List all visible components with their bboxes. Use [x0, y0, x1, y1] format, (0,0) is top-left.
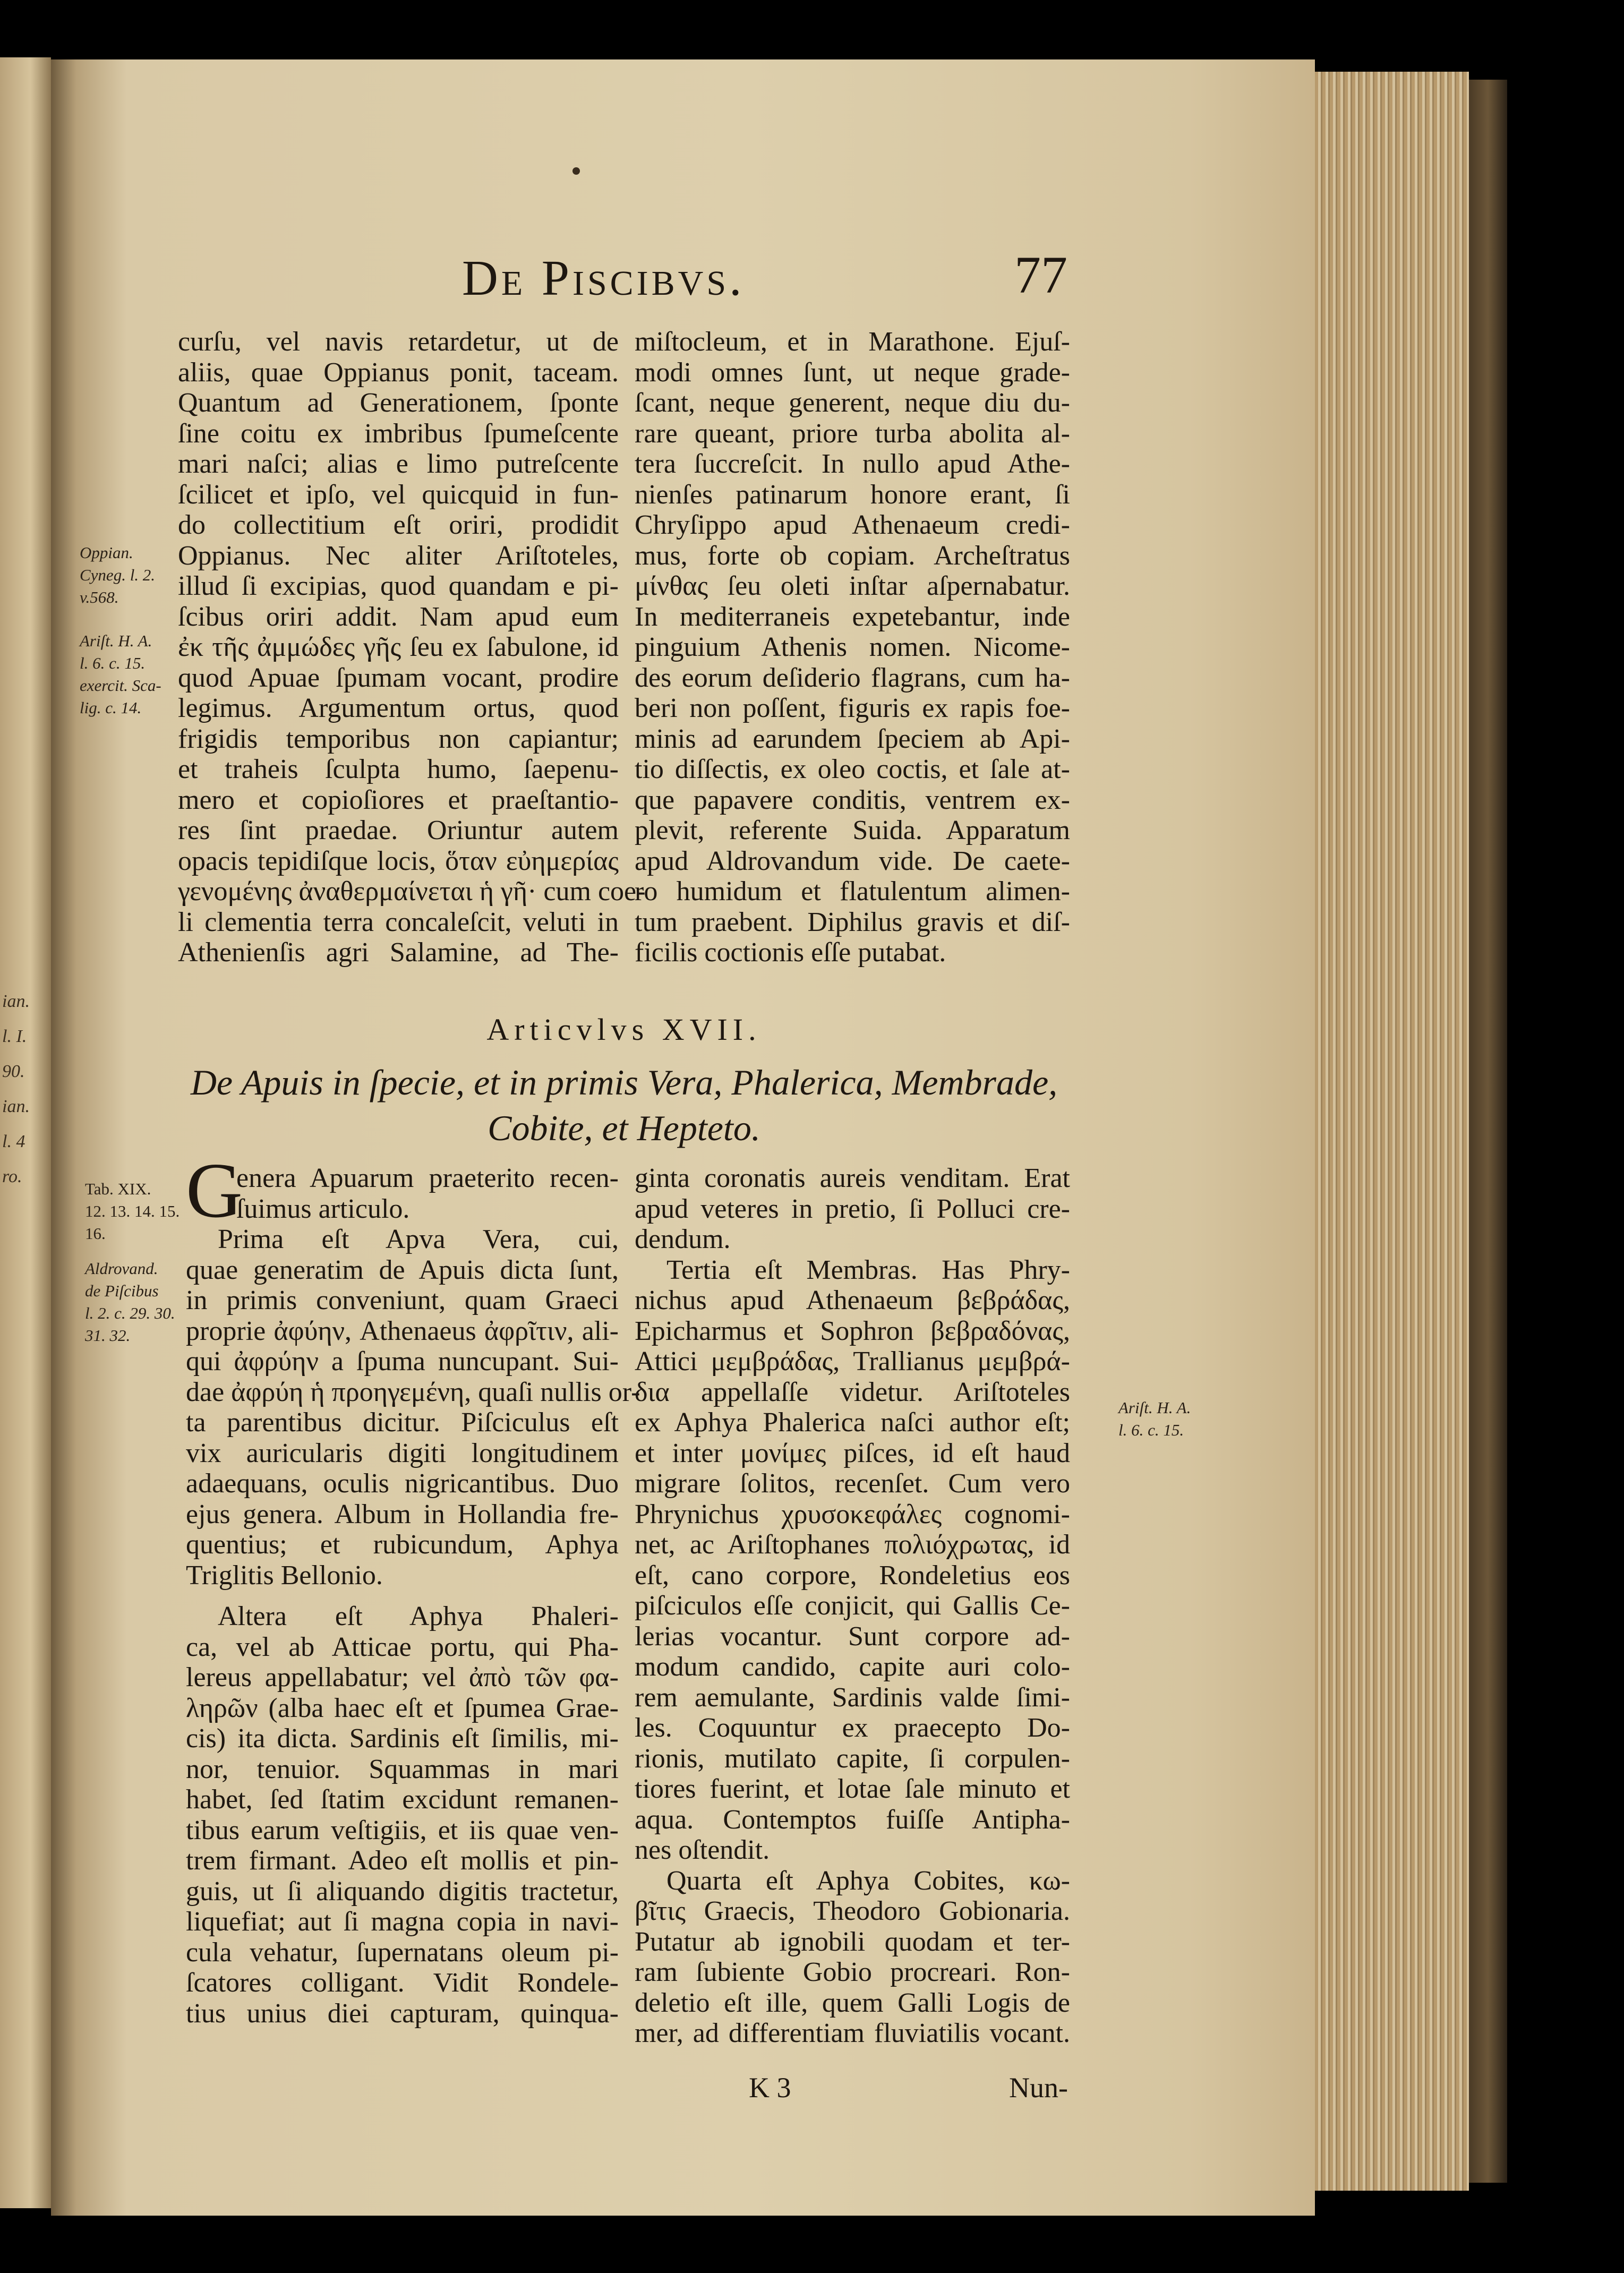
ornament-dot [572, 167, 580, 175]
text-column-3: enera Apuarum praeterito recen- ſuimus articulo. Prima eſt Apva Vera, cui, quae generatim de Apuis dicta ſunt, in primis conveniunt, quam Graeci proprie ἀφύην, Athenaeus ἀφρῖτιν, ali- qui ἀφρύην a ſpuma nuncupant. Sui- dae ἀφρύη ἡ προηγεμένη, quaſi nullis or- ta parentibus dicitur. Piſciculus eſt vix auricularis digiti longitudinem adaequans, oculis nigricantibus. Duo ejus genera. Album in Hollandia fre- quentius; et rubicundum, Aphya Triglitis Bellonio. Altera eſt Aphya Phaleri- ca, vel ab Atticae portu, qui Pha- lereus appellabatur; vel ἀπὸ τῶν φα- ληρῶν (alba haec eſt et ſpumea Grae- cis) ita dicta. Sardinis eſt ſimilis, mi- nor, tenuior. Squammas in mari habet, ſed ſtatim excidunt remanen- tibus earum veſtigiis, et iis quae ven- trem firmant. Adeo eſt mollis et pin- guis, ut ſi aliquando digitis tractetur, liquefiat; aut ſi magna copia in navi- cula vehatur, ſupernatans oleum pi- ſcatores colligant. Vidit Rondele- tius unius diei capturam, quinqua- [186, 1163, 640, 2029]
article-title: De Apuis in ſpecie, et in primis Vera, Phalerica, Membrade, Cobite, et Hepteto. [190, 1062, 1058, 1148]
book-cover-edge [1469, 80, 1507, 2183]
drop-cap: G [186, 1147, 243, 1234]
text-column-1: curſu, vel navis retardetur, ut de aliis, quae Oppianus ponit, taceam. Quantum ad Generationem, ſponte ſine coitu ex imbribus ſpumeſcente mari naſci; alias e limo putreſcente ſcilicet et ipſo, vel quicquid in fun- do collectitium eſt oriri, prodidit Oppianus. Nec aliter Ariſtoteles, illud ſi excipias, quod quandam e pi- ſcibus oriri addit. Nam apud eum ἐκ τῆς ἀμμώδες γῆς ſeu ex ſabulone, id quod Apuae ſpumam vocant, prodire legimus. Argumentum ortus, quod frigidis temporibus non capiantur; et traheis ſculpta humo, ſaepenu- mero et copioſiores et praeſtantio- res ſint praedae. Oriuntur autem opacis tepidiſque locis, ὅταν εὐημερίας γενομένης ἀναθερμαίνεται ἡ γῆ· cum coe- li clementia terra concaleſcit, veluti in Athenienſis agri Salamine, ad The- [178, 327, 646, 968]
page-edges [1315, 72, 1469, 2191]
text-column-4: ginta coronatis aureis venditam. Erat apud veteres in pretio, ſi Polluci cre- dendum. Tertia eſt Membras. Has Phry- nichus apud Athenaeum βεβράδας, Epicharmus et Sophron βεβραδόνας, Attici μεμβράδας, Trallianus μεμβρά- δια appellaſſe videtur. Ariſtoteles ex Aphya Phalerica naſci author eſt; et inter μονίμες piſces, id eſt haud migrare ſolitos, recenſet. Cum vero Phrynichus χρυσοκεφάλες cognomi- net, ac Ariſtophanes πολιόχρωτας, id eſt, cano corpore, Rondeletius eos piſciculos eſſe conjicit, qui Gallis Ce- lerias vocantur. Sunt corpore ad- modum candido, capite auri colo- rem aemulante, Sardinis valde ſimi- les. Coquuntur ex praecepto Do- rionis, mutilato capite, ſi corpulen- tiores fuerint, et lotae ſale minuto et aqua. Contemptos fuiſſe Antipha- nes oſtendit. Quarta eſt Aphya Cobites, κω- βῖτις Graecis, Theodoro Gobionaria. Putatur ab ignobili quodam et ter- ram ſubiente Gobio procreari. Ron- deletio eſt ille, quem Galli Logis de mer, ad differentiam fluviatilis vocant. [635, 1163, 1070, 2048]
margin-note-aristotle-2: Ariſt. H. A. l. 6. c. 15. [1118, 1398, 1191, 1439]
text-column-2: miſtocleum, et in Marathone. Ejuſ- modi omnes ſunt, ut neque grade- ſcant, neque generent, neque diu du- rare queant, priore turba abolita al- tera ſuccreſcit. In nullo apud Athe- nienſes patinarum honore erant, ſi Chryſippo apud Athenaeum credi- mus, forte ob copiam. Archeſtratus μίνθας ſeu oleti inſtar aſpernabatur. In mediterraneis expetebantur, inde pinguium Athenis nomen. Nicome- des eorum deſiderio flagrans, cum ha- beri non poſſent, figuris ex rapis foe- minis ad earundem ſpeciem ab Api- tio diſſectis, ex oleo coctis, et ſale at- que papavere conditis, ventrem ex- plevit, referente Suida. Apparatum apud Aldrovandum vide. De caete- ro humidum et flatulentum alimen- tum praebent. Diphilus gravis et diſ- ficilis coctionis eſſe putabat. [635, 327, 1070, 968]
page-number: 77 [1014, 245, 1067, 304]
running-title: De Piscibvs. [462, 251, 745, 306]
article-heading: Articvlvs XVII. [486, 1012, 762, 1047]
page-header [340, 244, 1067, 313]
left-page-edge [0, 57, 51, 2208]
left-page-margin-notes: ian. l. I. 90. ian. l. 4 ro. [2, 992, 30, 1186]
signature-mark: K 3 [749, 2072, 791, 2104]
margin-note-aldrovand: Aldrovand. de Piſcibus l. 2. c. 29. 30. 31. 32. [85, 1259, 175, 1345]
margin-note-table: Tab. XIX. 12. 13. 14. 15. 16. [85, 1180, 180, 1243]
margin-note-aristotle: Ariſt. H. A. l. 6. c. 15. exercit. Sca- lig. c. 14. [80, 631, 161, 717]
margin-note-oppian: Oppian. Cyneg. l. 2. v.568. [80, 543, 156, 606]
catchword: Nun- [1009, 2072, 1068, 2104]
